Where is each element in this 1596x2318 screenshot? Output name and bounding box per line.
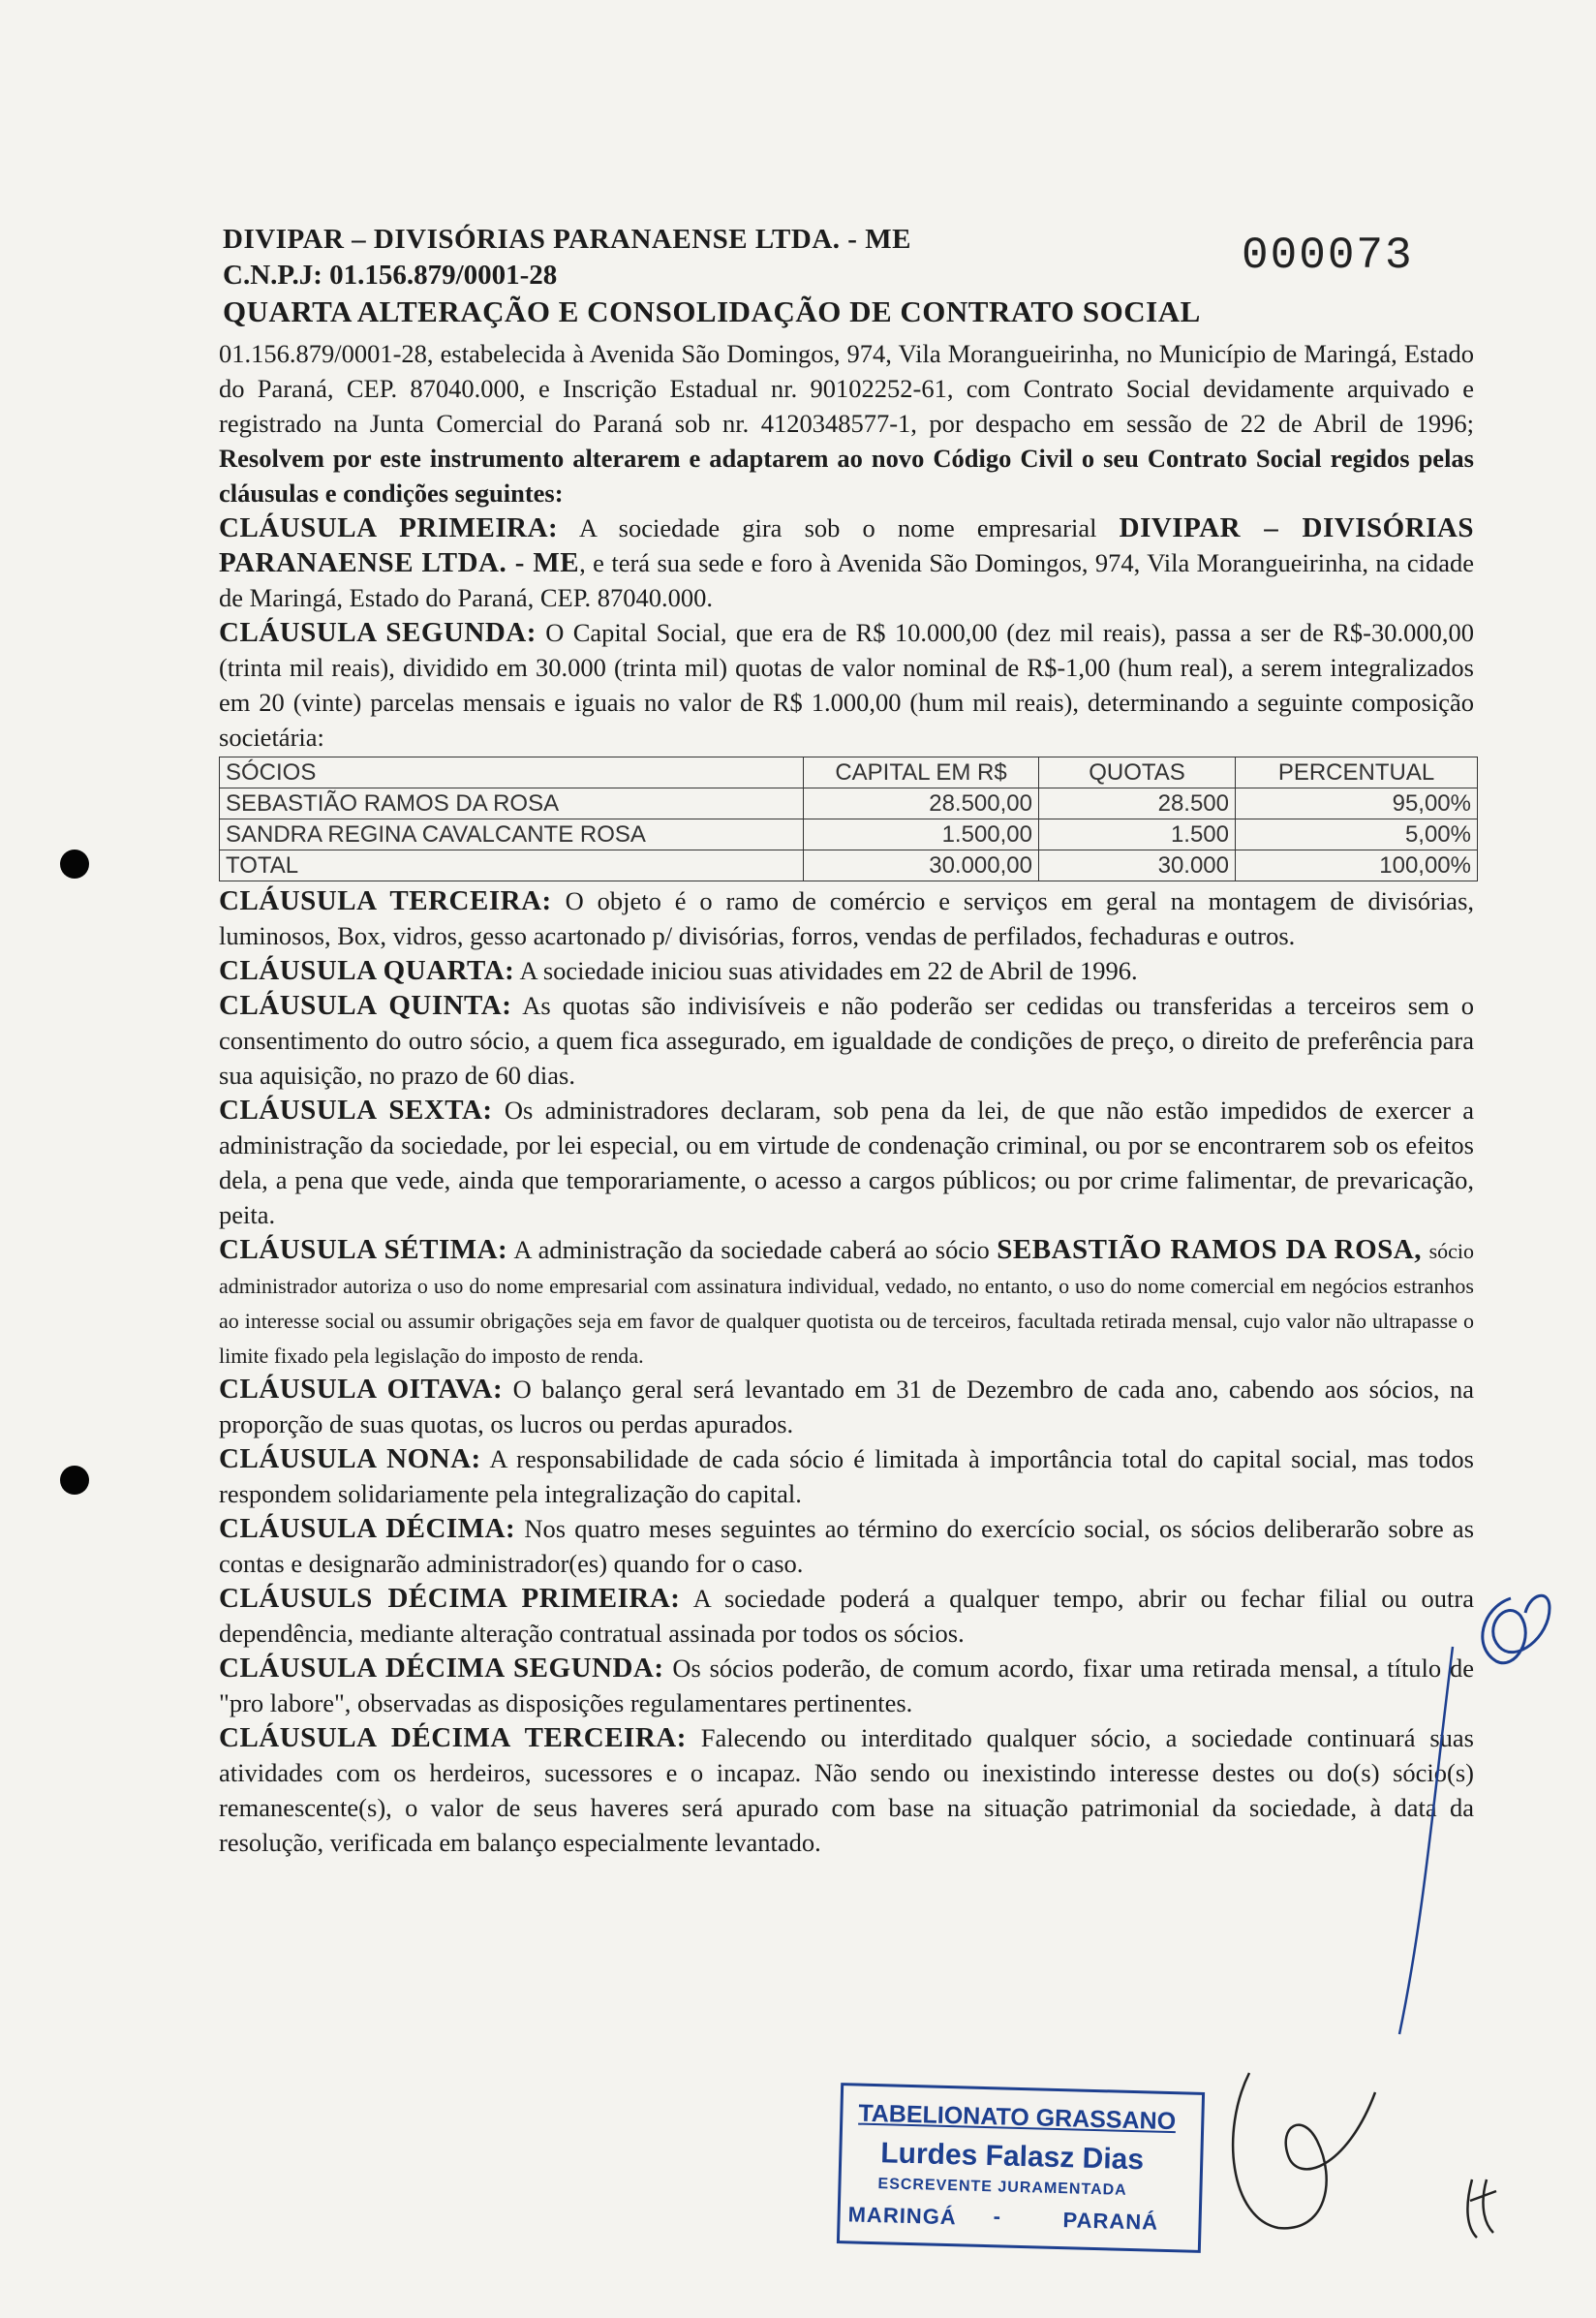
cell-capital: 28.500,00 [804, 788, 1039, 819]
cell-socio: SANDRA REGINA CAVALCANTE ROSA [220, 819, 804, 850]
clause-12-title: CLÁUSULA DÉCIMA SEGUNDA: [219, 1653, 664, 1684]
cell-quotas: 28.500 [1039, 788, 1236, 819]
clause-8-text: O balanço geral será levantado em 31 de Dezembro de cada ano, cabendo aos sócios, na proporção de suas quotas, os lucros ou perdas apurados. [219, 1375, 1474, 1438]
clause-6-text: Os administradores declaram, sob pena da lei, de que não estão impedidos de exercer a administração da sociedade, por lei especial, ou em virtude de condenação criminal, ou por se encontrarem sob os efeitos dela, a pena que vede, ainda que temporariamente, o acesso a cargos públicos; ou por crime falimentar, de prevaricação, peita. [219, 1096, 1475, 1229]
stamp-state: PARANÁ [1062, 2208, 1159, 2235]
header-capital: CAPITAL EM R$ [804, 757, 1039, 788]
cell-percentual: 5,00% [1236, 819, 1478, 850]
cell-capital: 1.500,00 [804, 819, 1039, 850]
header-percentual: PERCENTUAL [1236, 757, 1478, 788]
clause-11-text: A sociedade poderá a qualquer tempo, abrir ou fechar filial ou outra dependência, mediante alteração contratual assinada por todos os sócios. [219, 1584, 1474, 1648]
document-title: QUARTA ALTERAÇÃO E CONSOLIDAÇÃO DE CONTRATO SOCIAL [223, 294, 1201, 328]
preamble-resolution: Resolvem por este instrumento alterarem e adaptarem ao novo Código Civil o seu Contrato Social regidos pelas cláusulas e condições seguintes: [219, 444, 1474, 508]
cell-quotas: 1.500 [1039, 819, 1236, 850]
cell-percentual: 100,00% [1236, 850, 1478, 881]
cell-socio: TOTAL [220, 850, 804, 881]
clause-10-title: CLÁUSULA DÉCIMA: [219, 1513, 516, 1544]
clause-4-text: A sociedade iniciou suas atividades em 22 de Abril de 1996. [519, 956, 1138, 985]
clause-9-text: A responsabilidade de cada sócio é limitada à importância total do capital social, mas todos respondem solidariamente pela integralização do capital. [219, 1444, 1474, 1508]
clause-7-pre: A administração da sociedade caberá ao sócio [513, 1235, 990, 1264]
clause-9-title: CLÁUSULA NONA: [219, 1443, 481, 1474]
stamp-city: MARINGÁ [847, 2202, 958, 2230]
cell-capital: 30.000,00 [804, 850, 1039, 881]
cnpj: C.N.P.J: 01.156.879/0001-28 [223, 260, 558, 291]
initials-signature-icon [1483, 1595, 1550, 1662]
clause-3-title: CLÁUSULA TERCEIRA: [219, 885, 552, 916]
clause-7-title: CLÁUSULA SÉTIMA: [219, 1234, 508, 1265]
clause-11-title: CLÁUSULS DÉCIMA PRIMEIRA: [219, 1583, 681, 1614]
header-socios: SÓCIOS [220, 757, 804, 788]
clause-2-title: CLÁUSULA SEGUNDA: [219, 617, 537, 648]
clause-1-company-name: DIVIPAR – DIVISÓRIAS PARANAENSE LTDA. - ME [219, 512, 1474, 578]
clause-7-post: sócio administrador autoriza o uso do nome empresarial com assinatura individual, vedado, no entanto, o uso do nome comercial em negócios estranhos ao interesse social ou assumir obrigações seja em favor de qualquer quotista ou de terceiros, facultada retirada mensal, cujo valor não ultrapasse o limite fixado pela legislação do imposto de renda. [219, 1239, 1475, 1368]
bottom-signature-icon [1233, 2073, 1375, 2228]
clause-1-post: , e terá sua sede e foro à Avenida São Domingos, 974, Vila Morangueirinha, na cidade de Maringá, Estado do Paraná, CEP. 87040.000. [219, 548, 1474, 612]
clause-3-text: O objeto é o ramo de comércio e serviços em geral na montagem de divisórias, luminosos, Box, vidros, gesso acartonado p/ divisórias, forros, vendas de perfilados, fechaduras e outros. [219, 886, 1475, 950]
stamp-notary-name: Lurdes Falasz Dias [879, 2137, 1145, 2177]
clause-6-title: CLÁUSULA SEXTA: [219, 1095, 493, 1126]
header-quotas: QUOTAS [1039, 757, 1236, 788]
clause-2-text: O Capital Social, que era de R$ 10.000,00 (dez mil reais), passa a ser de R$-30.000,00 (trinta mil reais), dividido em 30.000 (trinta mil) quotas de valor nominal de R$-1,00 (hum real), a serem integralizados em 20 (vinte) parcelas mensais e iguais no valor de R$ 1.000,00 (hum mil reais), determinando a seguinte composição societária: [219, 618, 1474, 752]
clause-10-text: Nos quatro meses seguintes ao término do exercício social, os sócios deliberarão sobre as contas e designarão administrador(es) quando for o caso. [219, 1514, 1475, 1578]
stamp-office: TABELIONATO GRASSANO [858, 2099, 1177, 2136]
margin-signature-line-icon [1399, 1647, 1453, 2034]
preamble-text: 01.156.879/0001-28, estabelecida à Avenida São Domingos, 974, Vila Morangueirinha, no Município de Maringá, Estado do Paraná, CEP. 87040.000, e Inscrição Estadual nr. 90102252-61, com Contrato Social devidamente arquivado e registrado na Junta Comercial do Paraná sob nr. 4120348577-1, por despacho em sessão de 22 de Abril de 1996; [219, 339, 1474, 438]
cell-percentual: 95,00% [1236, 788, 1478, 819]
stamp-role: ESCREVENTE JURAMENTADA [877, 2176, 1127, 2199]
cell-socio: SEBASTIÃO RAMOS DA ROSA [220, 788, 804, 819]
stamp-separator: - [993, 2204, 1001, 2229]
company-name: DIVIPAR – DIVISÓRIAS PARANAENSE LTDA. - ME [223, 224, 911, 255]
clause-4-title: CLÁUSULA QUARTA: [219, 955, 515, 986]
clause-1-pre: A sociedade gira sob o nome empresarial [578, 513, 1097, 542]
clause-1-title: CLÁUSULA PRIMEIRA: [219, 512, 559, 543]
clause-8-title: CLÁUSULA OITAVA: [219, 1374, 504, 1405]
cell-quotas: 30.000 [1039, 850, 1236, 881]
clause-13-text: Falecendo ou interditado qualquer sócio, a sociedade continuará suas atividades com os herdeiros, sucessores e o incapaz. Não sendo ou inexistindo interesse destes ou do(s) sócio(s) remanescente(s), o valor de seus haveres será apurado com base na situação patrimonial da sociedade, à data da resolução, verificada em balanço especialmente levantado. [219, 1723, 1474, 1857]
clause-12-text: Os sócios poderão, de comum acordo, fixar uma retirada mensal, a título de "pro labore", observadas as disposições regulamentares pertinentes. [219, 1654, 1474, 1717]
page-number: 000073 [1242, 231, 1414, 281]
clause-5-text: As quotas são indivisíveis e não poderão ser cedidas ou transferidas a terceiros sem o consentimento do outro sócio, a quem fica assegurado, em igualdade de condições de preço, o direito de preferência para sua aquisição, no prazo de 60 dias. [219, 991, 1474, 1090]
initials-mark-icon [1467, 2179, 1496, 2238]
clause-13-title: CLÁUSULA DÉCIMA TERCEIRA: [219, 1722, 687, 1753]
clause-7-admin-name: SEBASTIÃO RAMOS DA ROSA, [997, 1234, 1422, 1265]
clause-5-title: CLÁUSULA QUINTA: [219, 990, 512, 1021]
